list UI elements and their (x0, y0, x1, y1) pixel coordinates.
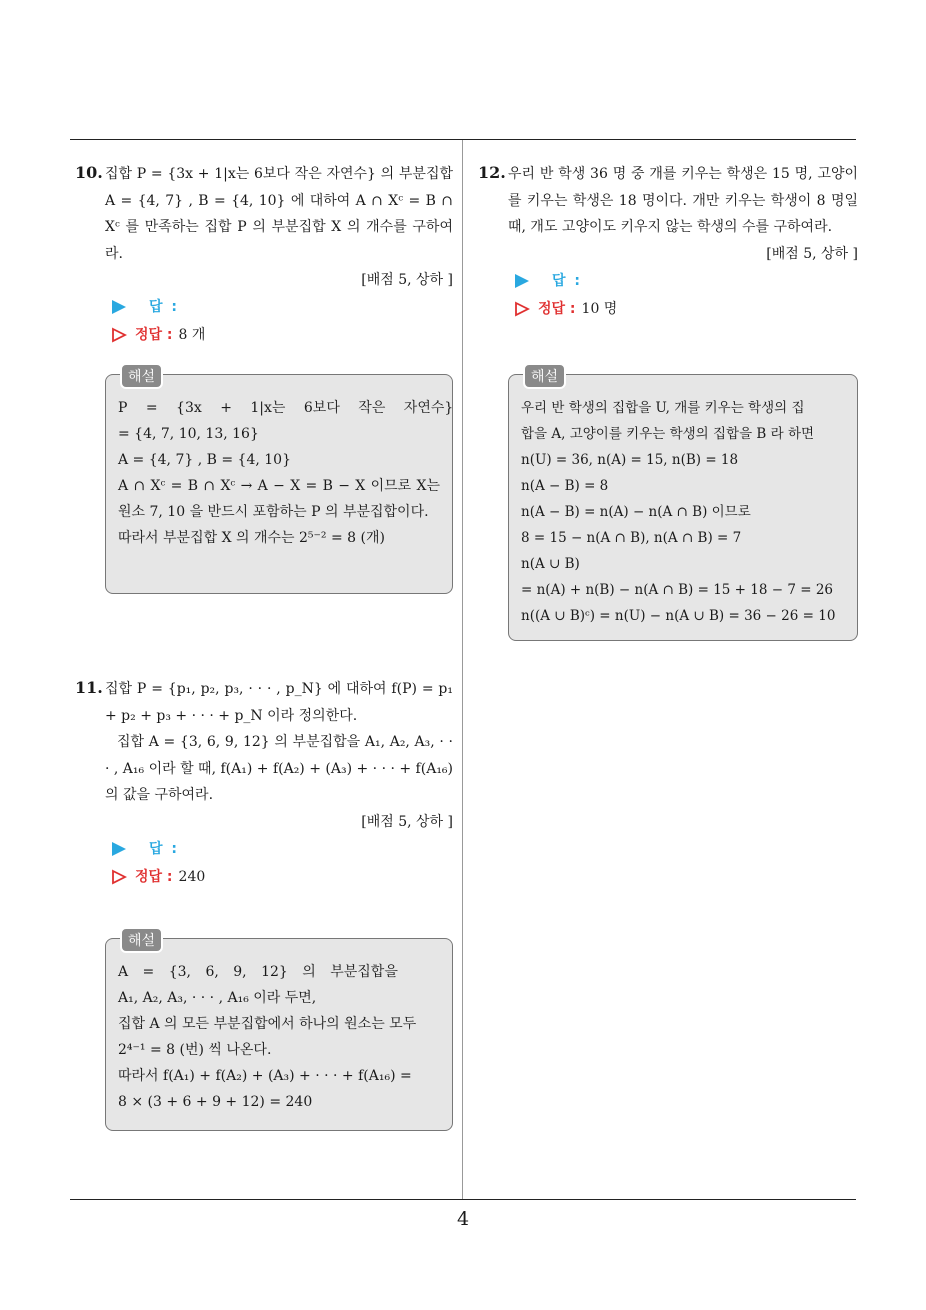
question-text: 우리 반 학생 36 명 중 개를 키우는 학생은 15 명, 고양이를 키우는 학생은 18 명이다. 개만 키우는 학생이 8 명일 때, 개도 고양이도 키우지 않는 학생의 수를 구하여라. (508, 166, 858, 235)
question-11-body-2 (105, 729, 453, 809)
solution-box-11 (105, 933, 453, 1131)
answer-label: 답 : (149, 840, 179, 857)
score-meta: [배점 5, 상하 ] (361, 272, 453, 288)
solution-line: 따라서 부분집합 X 의 개수는 2⁵⁻² = 8 (개) (118, 530, 385, 546)
outline-play-icon (111, 327, 127, 343)
question-10-body (75, 160, 453, 267)
correct-label: 정답 : (538, 300, 576, 317)
solution-line: = n(A) + n(B) − n(A ∩ B) = 15 + 18 − 7 = 26 (521, 582, 834, 598)
solution-line: P = {3x + 1|x는 6보다 작은 자연수} (118, 400, 454, 416)
answer-row (105, 293, 453, 321)
answer-row (508, 267, 858, 295)
outline-play-icon (514, 301, 530, 317)
solution-body (106, 375, 452, 561)
solution-line: A = {4, 7} , B = {4, 10} (118, 452, 291, 468)
solution-line: A ∩ Xᶜ = B ∩ Xᶜ → A − X = B − X 이므로 X는 원소 7, 10 을 반드시 포함하는 P 의 부분집합이다. (118, 478, 440, 520)
solution-line: 합을 A, 고양이를 키우는 학생의 집합을 B 라 하면 (521, 426, 815, 442)
solution-line: n(U) = 36, n(A) = 15, n(B) = 18 (521, 452, 739, 468)
question-number: 11. (75, 678, 103, 697)
score-meta: [배점 5, 상하 ] (361, 813, 453, 830)
solution-line: 우리 반 학생의 집합을 U, 개를 키우는 학생의 집 (521, 400, 805, 416)
solution-line: n(A ∪ B) (521, 556, 580, 572)
solution-box-12 (508, 369, 858, 641)
solution-line: n(A − B) = n(A) − n(A ∩ B) 이므로 (521, 504, 751, 520)
question-11 (75, 675, 454, 891)
solution-line: 2⁴⁻¹ = 8 (번) 씩 나온다. (118, 1042, 272, 1058)
correct-label: 정답 : (135, 868, 173, 885)
column-separator (462, 140, 463, 1199)
outline-play-icon (111, 869, 127, 885)
top-rule (70, 139, 856, 140)
solution-box-10 (105, 369, 454, 594)
question-12-body (478, 160, 858, 241)
solution-line: A₁, A₂, A₃, · · · , A₁₆ 이라 두면, (118, 990, 317, 1006)
correct-value: 240 (178, 868, 206, 885)
play-icon (111, 841, 127, 857)
solution-line: A = {3, 6, 9, 12} 의 부분집합을 (118, 964, 398, 980)
question-11-body (75, 675, 453, 729)
solution-line: n(A − B) = 8 (521, 478, 609, 494)
solution-line: 8 = 15 − n(A ∩ B), n(A ∩ B) = 7 (521, 530, 742, 546)
solution-line: 집합 A 의 모든 부분집합에서 하나의 원소는 모두 (118, 1016, 417, 1032)
score-meta: [배점 5, 상하 ] (766, 245, 858, 262)
question-text: 집합 P = {p₁, p₂, p₃, · · · , p_N} 에 대하여 f(P) = p₁ + p₂ + p₃ + · · · + p_N 이라 정의한다. (105, 681, 453, 724)
answer-label: 답 : (149, 299, 179, 315)
correct-answer-row (508, 295, 858, 323)
solution-tag: 해설 (120, 363, 163, 389)
correct-answer-row (105, 321, 453, 349)
answer-row (105, 835, 453, 863)
question-number: 10. (75, 163, 103, 182)
question-10 (75, 160, 453, 349)
solution-body (106, 939, 452, 1125)
play-icon (111, 299, 127, 315)
question-number: 12. (478, 163, 506, 182)
correct-answer-row (105, 863, 453, 891)
answer-label: 답 : (552, 272, 582, 289)
page-number: 4 (456, 1208, 470, 1230)
correct-value: 10 명 (581, 300, 618, 317)
solution-body (509, 375, 857, 639)
correct-label: 정답 : (135, 327, 173, 343)
solution-line: n((A ∪ B)ᶜ) = n(U) − n(A ∪ B) = 36 − 26 = 10 (521, 608, 836, 624)
question-12 (478, 160, 858, 323)
solution-line: 8 × (3 + 6 + 9 + 12) = 240 (118, 1094, 313, 1110)
play-icon (514, 273, 530, 289)
solution-tag: 해설 (523, 363, 566, 389)
bottom-rule (70, 1199, 856, 1200)
solution-line: = {4, 7, 10, 13, 16} (118, 426, 259, 442)
question-text: 집합 A = {3, 6, 9, 12} 의 부분집합을 A₁, A₂, A₃, · · · , A₁₆ 이라 할 때, f(A₁) + f(A₂) + (A₃) + · · · + f(A₁₆) 의 값을 구하여라. (105, 734, 454, 803)
question-text: 집합 P = {3x + 1|x는 6보다 작은 자연수} 의 부분집합 A = {4, 7} , B = {4, 10} 에 대하여 A ∩ Xᶜ = B ∩ Xᶜ 를 만족하는 집합 P 의 부분집합 X 의 개수를 구하여라. (105, 166, 453, 262)
solution-line: 따라서 f(A₁) + f(A₂) + (A₃) + · · · + f(A₁₆) = (118, 1068, 412, 1084)
correct-value: 8 개 (178, 327, 206, 343)
solution-tag: 해설 (120, 927, 163, 953)
